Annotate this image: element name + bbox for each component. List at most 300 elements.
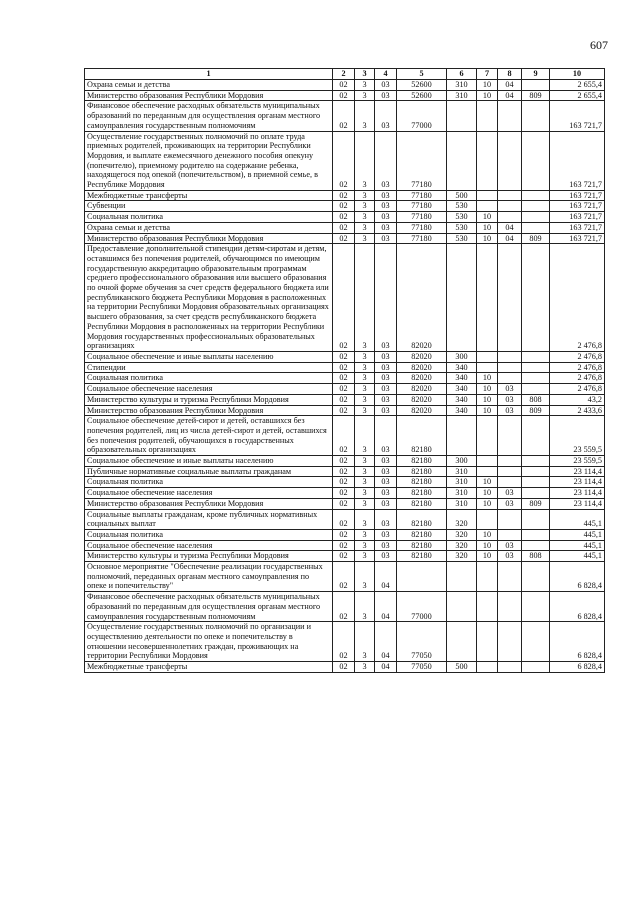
code-ministry xyxy=(522,373,550,384)
code-ministry xyxy=(522,80,550,91)
row-amount: 6 828,4 xyxy=(550,592,605,622)
code-program: 02 xyxy=(333,101,355,131)
code-expense-type: 320 xyxy=(447,529,477,540)
code-direction: 77000 xyxy=(397,101,447,131)
code-program: 02 xyxy=(333,456,355,467)
row-name: Предоставление дополнительной стипендии детям-сиротам и детям, оставшимся без попечения родителей, обучающимся по имеющим государственную аккредитацию образовательным программам среднего профессионального образования или высшего образования по очной форме обучения за счет средств федерального бюджета или республиканского бюджета Республики Мордовия в расположенных на территории Республики Мордовия образовательных организациях высшего образования, за счет средств республиканского бюджета Республики Мордовия в расположенных на территории Республики Мордовия государственных профессиональных образовательных организациях xyxy=(85,244,333,352)
row-amount: 163 721,7 xyxy=(550,131,605,190)
row-name: Основное мероприятие "Обеспечение реализации государственных полномочий, переданных органам местного самоуправления по опеке и попечительству" xyxy=(85,562,333,592)
column-header: 10 xyxy=(550,69,605,80)
code-subsection xyxy=(498,351,522,362)
code-expense-type: 340 xyxy=(447,405,477,416)
column-header: 2 xyxy=(333,69,355,80)
code-program: 02 xyxy=(333,384,355,395)
row-amount: 163 721,7 xyxy=(550,233,605,244)
code-expense-type: 340 xyxy=(447,394,477,405)
code-event: 03 xyxy=(375,384,397,395)
code-direction: 82020 xyxy=(397,244,447,352)
code-subsection xyxy=(498,509,522,529)
row-name: Стипендии xyxy=(85,362,333,373)
code-program: 02 xyxy=(333,622,355,662)
table-row xyxy=(85,90,605,101)
row-name: Министерство образования Республики Мордовия xyxy=(85,233,333,244)
code-ministry: 809 xyxy=(522,90,550,101)
table-row xyxy=(85,394,605,405)
row-amount: 43,2 xyxy=(550,394,605,405)
code-expense-type: 310 xyxy=(447,488,477,499)
code-direction: 82020 xyxy=(397,362,447,373)
code-direction: 82180 xyxy=(397,488,447,499)
code-event: 03 xyxy=(375,477,397,488)
row-amount: 163 721,7 xyxy=(550,190,605,201)
code-ministry xyxy=(522,509,550,529)
table-row xyxy=(85,551,605,562)
code-event: 03 xyxy=(375,233,397,244)
code-program: 02 xyxy=(333,244,355,352)
code-event: 03 xyxy=(375,488,397,499)
table-row xyxy=(85,190,605,201)
code-subsection xyxy=(498,529,522,540)
code-subsection: 04 xyxy=(498,80,522,91)
code-direction: 77000 xyxy=(397,592,447,622)
code-subsection xyxy=(498,373,522,384)
row-name: Субвенции xyxy=(85,201,333,212)
code-event: 03 xyxy=(375,416,397,456)
code-event: 03 xyxy=(375,466,397,477)
column-header: 7 xyxy=(477,69,498,80)
code-ministry: 809 xyxy=(522,405,550,416)
code-event: 03 xyxy=(375,190,397,201)
row-amount: 445,1 xyxy=(550,551,605,562)
code-ministry xyxy=(522,456,550,467)
code-section: 10 xyxy=(477,222,498,233)
code-section: 10 xyxy=(477,233,498,244)
code-section xyxy=(477,416,498,456)
code-expense-type xyxy=(447,131,477,190)
code-program: 02 xyxy=(333,551,355,562)
row-amount: 2 476,8 xyxy=(550,373,605,384)
code-subprogram: 3 xyxy=(355,540,375,551)
code-section xyxy=(477,362,498,373)
code-subprogram: 3 xyxy=(355,551,375,562)
code-program: 02 xyxy=(333,131,355,190)
code-subprogram: 3 xyxy=(355,373,375,384)
code-program: 02 xyxy=(333,222,355,233)
code-direction: 82020 xyxy=(397,405,447,416)
code-section xyxy=(477,622,498,662)
code-program: 02 xyxy=(333,662,355,673)
row-amount: 2 476,8 xyxy=(550,351,605,362)
code-expense-type: 340 xyxy=(447,362,477,373)
code-event: 04 xyxy=(375,592,397,622)
row-name: Публичные нормативные социальные выплаты гражданам xyxy=(85,466,333,477)
code-expense-type xyxy=(447,622,477,662)
code-subprogram: 3 xyxy=(355,529,375,540)
code-program: 02 xyxy=(333,233,355,244)
code-ministry xyxy=(522,244,550,352)
code-event: 03 xyxy=(375,80,397,91)
code-subprogram: 3 xyxy=(355,562,375,592)
code-subprogram: 3 xyxy=(355,90,375,101)
code-subprogram: 3 xyxy=(355,592,375,622)
code-expense-type: 530 xyxy=(447,212,477,223)
code-program: 02 xyxy=(333,529,355,540)
row-name: Осуществление государственных полномочий по организации и осуществлению деятельности по опеке и попечительству в отношении несовершеннолетних граждан, проживающих на территории Республики Мордовия xyxy=(85,622,333,662)
row-amount: 163 721,7 xyxy=(550,101,605,131)
code-program: 02 xyxy=(333,498,355,509)
row-amount: 2 476,8 xyxy=(550,384,605,395)
code-expense-type: 310 xyxy=(447,477,477,488)
code-section xyxy=(477,244,498,352)
table-row xyxy=(85,244,605,352)
row-amount: 163 721,7 xyxy=(550,212,605,223)
table-row xyxy=(85,384,605,395)
row-amount: 23 114,4 xyxy=(550,488,605,499)
row-amount: 2 655,4 xyxy=(550,80,605,91)
row-name: Министерство образования Республики Мордовия xyxy=(85,498,333,509)
code-direction: 82020 xyxy=(397,394,447,405)
code-subprogram: 3 xyxy=(355,405,375,416)
code-event: 03 xyxy=(375,373,397,384)
code-subsection xyxy=(498,244,522,352)
code-expense-type xyxy=(447,244,477,352)
code-program: 02 xyxy=(333,562,355,592)
code-subprogram: 3 xyxy=(355,190,375,201)
row-amount: 163 721,7 xyxy=(550,201,605,212)
code-ministry xyxy=(522,201,550,212)
code-event: 03 xyxy=(375,362,397,373)
row-amount: 445,1 xyxy=(550,540,605,551)
column-header: 5 xyxy=(397,69,447,80)
row-amount: 6 828,4 xyxy=(550,662,605,673)
code-section xyxy=(477,190,498,201)
row-amount: 2 476,8 xyxy=(550,362,605,373)
row-name: Министерство образования Республики Мордовия xyxy=(85,405,333,416)
code-ministry: 809 xyxy=(522,233,550,244)
column-header: 3 xyxy=(355,69,375,80)
code-subsection xyxy=(498,212,522,223)
row-amount: 2 433,6 xyxy=(550,405,605,416)
code-section: 10 xyxy=(477,477,498,488)
row-name: Социальная политика xyxy=(85,529,333,540)
table-row xyxy=(85,477,605,488)
code-subprogram: 3 xyxy=(355,362,375,373)
page-number: 607 xyxy=(590,38,608,52)
code-direction: 52600 xyxy=(397,80,447,91)
table-row xyxy=(85,362,605,373)
code-section: 10 xyxy=(477,551,498,562)
code-subsection xyxy=(498,131,522,190)
row-amount: 163 721,7 xyxy=(550,222,605,233)
code-expense-type: 340 xyxy=(447,384,477,395)
column-header: 1 xyxy=(85,69,333,80)
column-header: 4 xyxy=(375,69,397,80)
code-subsection: 03 xyxy=(498,488,522,499)
code-event: 03 xyxy=(375,201,397,212)
code-ministry xyxy=(522,540,550,551)
code-event: 03 xyxy=(375,498,397,509)
code-ministry xyxy=(522,131,550,190)
code-ministry xyxy=(522,222,550,233)
code-ministry xyxy=(522,488,550,499)
code-ministry xyxy=(522,562,550,592)
code-expense-type: 320 xyxy=(447,551,477,562)
row-amount: 2 655,4 xyxy=(550,90,605,101)
code-direction: 82020 xyxy=(397,373,447,384)
row-name: Межбюджетные трансферты xyxy=(85,190,333,201)
code-direction: 82020 xyxy=(397,384,447,395)
row-name: Социальное обеспечение населения xyxy=(85,488,333,499)
code-subsection: 03 xyxy=(498,498,522,509)
code-section xyxy=(477,201,498,212)
row-name: Министерство культуры и туризма Республики Мордовия xyxy=(85,394,333,405)
row-amount: 6 828,4 xyxy=(550,562,605,592)
code-program: 02 xyxy=(333,90,355,101)
code-section: 10 xyxy=(477,540,498,551)
code-expense-type: 530 xyxy=(447,201,477,212)
code-expense-type: 500 xyxy=(447,662,477,673)
code-subprogram: 3 xyxy=(355,244,375,352)
code-subprogram: 3 xyxy=(355,416,375,456)
table-row xyxy=(85,351,605,362)
code-ministry xyxy=(522,101,550,131)
code-event: 03 xyxy=(375,509,397,529)
table-row xyxy=(85,212,605,223)
code-program: 02 xyxy=(333,477,355,488)
table-row xyxy=(85,622,605,662)
row-name: Министерство культуры и туризма Республики Мордовия xyxy=(85,551,333,562)
code-expense-type xyxy=(447,416,477,456)
code-program: 02 xyxy=(333,80,355,91)
code-section: 10 xyxy=(477,384,498,395)
code-direction: 52600 xyxy=(397,90,447,101)
code-event: 03 xyxy=(375,405,397,416)
code-event: 03 xyxy=(375,101,397,131)
row-name: Социальное обеспечение населения xyxy=(85,540,333,551)
code-event: 03 xyxy=(375,131,397,190)
code-event: 03 xyxy=(375,351,397,362)
code-section xyxy=(477,662,498,673)
code-ministry xyxy=(522,662,550,673)
code-subprogram: 3 xyxy=(355,80,375,91)
table-row xyxy=(85,488,605,499)
code-expense-type: 300 xyxy=(447,351,477,362)
row-amount: 23 114,4 xyxy=(550,498,605,509)
code-subprogram: 3 xyxy=(355,622,375,662)
code-ministry xyxy=(522,212,550,223)
code-direction: 82180 xyxy=(397,498,447,509)
code-subsection: 04 xyxy=(498,222,522,233)
code-subsection: 03 xyxy=(498,551,522,562)
code-event: 04 xyxy=(375,622,397,662)
row-name: Социальное обеспечение населения xyxy=(85,384,333,395)
code-subprogram: 3 xyxy=(355,509,375,529)
row-amount: 23 559,5 xyxy=(550,416,605,456)
code-subprogram: 3 xyxy=(355,394,375,405)
code-direction xyxy=(397,562,447,592)
table-row xyxy=(85,373,605,384)
code-direction: 82180 xyxy=(397,456,447,467)
code-section xyxy=(477,509,498,529)
code-program: 02 xyxy=(333,362,355,373)
code-subsection xyxy=(498,201,522,212)
code-event: 03 xyxy=(375,551,397,562)
code-direction: 77180 xyxy=(397,222,447,233)
code-subprogram: 3 xyxy=(355,201,375,212)
code-direction: 82180 xyxy=(397,540,447,551)
code-section xyxy=(477,562,498,592)
table-row xyxy=(85,592,605,622)
code-direction: 82180 xyxy=(397,509,447,529)
table-row xyxy=(85,498,605,509)
column-header: 9 xyxy=(522,69,550,80)
row-name: Финансовое обеспечение расходных обязательств муниципальных образований по переданным для осуществления органам местного самоуправления государственным полномочиям xyxy=(85,592,333,622)
code-direction: 82180 xyxy=(397,416,447,456)
code-expense-type: 310 xyxy=(447,466,477,477)
code-expense-type xyxy=(447,562,477,592)
table-row xyxy=(85,662,605,673)
code-event: 03 xyxy=(375,90,397,101)
code-ministry xyxy=(522,477,550,488)
code-direction: 77180 xyxy=(397,131,447,190)
code-section: 10 xyxy=(477,488,498,499)
row-amount: 23 559,5 xyxy=(550,456,605,467)
code-ministry: 808 xyxy=(522,394,550,405)
table-row xyxy=(85,466,605,477)
code-program: 02 xyxy=(333,351,355,362)
code-subsection xyxy=(498,456,522,467)
code-event: 03 xyxy=(375,456,397,467)
code-subsection: 04 xyxy=(498,233,522,244)
code-event: 03 xyxy=(375,244,397,352)
table-row xyxy=(85,540,605,551)
code-expense-type: 310 xyxy=(447,90,477,101)
code-subsection xyxy=(498,362,522,373)
code-subprogram: 3 xyxy=(355,477,375,488)
table-row xyxy=(85,405,605,416)
code-program: 02 xyxy=(333,509,355,529)
code-program: 02 xyxy=(333,466,355,477)
column-header: 8 xyxy=(498,69,522,80)
code-ministry xyxy=(522,416,550,456)
table-row xyxy=(85,456,605,467)
table-row xyxy=(85,101,605,131)
code-program: 02 xyxy=(333,394,355,405)
code-direction: 82180 xyxy=(397,466,447,477)
code-expense-type: 340 xyxy=(447,373,477,384)
code-subprogram: 3 xyxy=(355,233,375,244)
code-expense-type: 530 xyxy=(447,233,477,244)
code-expense-type: 500 xyxy=(447,190,477,201)
code-subsection: 03 xyxy=(498,405,522,416)
code-ministry: 809 xyxy=(522,498,550,509)
row-name: Министерство образования Республики Мордовия xyxy=(85,90,333,101)
code-ministry xyxy=(522,384,550,395)
code-direction: 77180 xyxy=(397,212,447,223)
table-row xyxy=(85,131,605,190)
code-subprogram: 3 xyxy=(355,222,375,233)
row-amount: 23 114,4 xyxy=(550,477,605,488)
code-direction: 77180 xyxy=(397,201,447,212)
code-program: 02 xyxy=(333,416,355,456)
table-row xyxy=(85,529,605,540)
code-event: 03 xyxy=(375,529,397,540)
table-row xyxy=(85,222,605,233)
row-name: Социальное обеспечение и иные выплаты населению xyxy=(85,351,333,362)
code-subprogram: 3 xyxy=(355,488,375,499)
code-direction: 82180 xyxy=(397,477,447,488)
code-direction: 82180 xyxy=(397,551,447,562)
code-section: 10 xyxy=(477,405,498,416)
column-header: 6 xyxy=(447,69,477,80)
code-subprogram: 3 xyxy=(355,384,375,395)
code-section xyxy=(477,351,498,362)
row-name: Социальное обеспечение детей-сирот и детей, оставшихся без попечения родителей, лиц из числа детей-сирот и детей, оставшихся без попечения родителей, обучающихся в государственных образовательных организациях xyxy=(85,416,333,456)
code-direction: 82180 xyxy=(397,529,447,540)
code-event: 03 xyxy=(375,540,397,551)
code-expense-type: 320 xyxy=(447,540,477,551)
code-subsection xyxy=(498,466,522,477)
code-expense-type: 300 xyxy=(447,456,477,467)
code-section xyxy=(477,592,498,622)
code-direction: 77180 xyxy=(397,233,447,244)
row-name: Осуществление государственных полномочий по оплате труда приемных родителей, проживающих на территории Республики Мордовия, и выплате ежемесячного денежного пособия опекуну (попечителю), приемному родителю на содержание ребенка, находящегося под опекой (попечительством), в приемной семье, в Республике Мордовия xyxy=(85,131,333,190)
code-expense-type xyxy=(447,101,477,131)
code-event: 04 xyxy=(375,662,397,673)
code-program: 02 xyxy=(333,201,355,212)
code-event: 03 xyxy=(375,394,397,405)
code-subsection xyxy=(498,592,522,622)
table-row xyxy=(85,509,605,529)
row-name: Социальная политика xyxy=(85,212,333,223)
budget-table xyxy=(84,68,605,673)
code-subsection xyxy=(498,101,522,131)
code-ministry xyxy=(522,592,550,622)
row-amount: 6 828,4 xyxy=(550,622,605,662)
row-name: Охрана семьи и детства xyxy=(85,222,333,233)
code-direction: 82020 xyxy=(397,351,447,362)
code-subprogram: 3 xyxy=(355,351,375,362)
code-section: 10 xyxy=(477,212,498,223)
row-name: Социальное обеспечение и иные выплаты населению xyxy=(85,456,333,467)
code-subsection xyxy=(498,662,522,673)
code-ministry xyxy=(522,351,550,362)
code-program: 02 xyxy=(333,540,355,551)
code-direction: 77050 xyxy=(397,662,447,673)
table-row xyxy=(85,80,605,91)
code-subprogram: 3 xyxy=(355,466,375,477)
code-program: 02 xyxy=(333,488,355,499)
row-name: Финансовое обеспечение расходных обязательств муниципальных образований по переданным для осуществления органам местного самоуправления государственным полномочиям xyxy=(85,101,333,131)
code-subsection: 03 xyxy=(498,384,522,395)
code-subsection xyxy=(498,190,522,201)
code-section: 10 xyxy=(477,529,498,540)
code-ministry xyxy=(522,529,550,540)
table-row xyxy=(85,201,605,212)
code-subsection xyxy=(498,416,522,456)
code-expense-type: 530 xyxy=(447,222,477,233)
code-ministry: 808 xyxy=(522,551,550,562)
table-row xyxy=(85,233,605,244)
code-ministry xyxy=(522,466,550,477)
row-amount: 445,1 xyxy=(550,529,605,540)
code-direction: 77050 xyxy=(397,622,447,662)
row-amount: 2 476,8 xyxy=(550,244,605,352)
row-amount: 445,1 xyxy=(550,509,605,529)
code-expense-type: 320 xyxy=(447,509,477,529)
table-row xyxy=(85,416,605,456)
code-subprogram: 3 xyxy=(355,662,375,673)
